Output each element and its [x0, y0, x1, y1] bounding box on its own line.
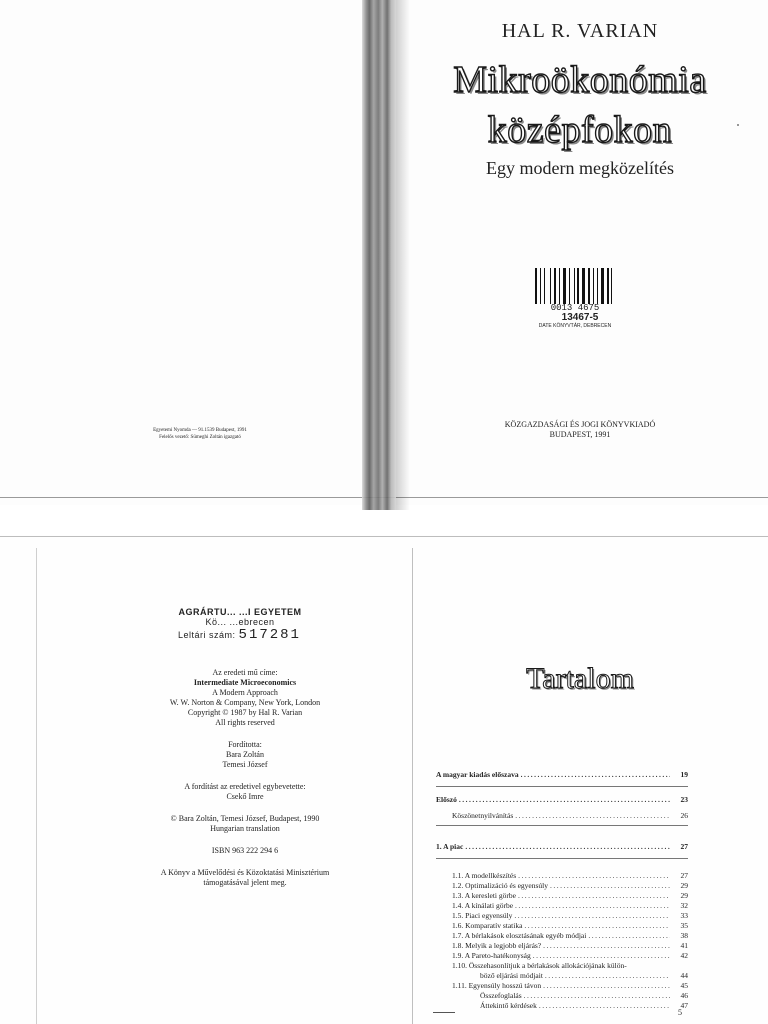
toc-entry-label: 1.11. Egyensúly hosszú távon: [452, 981, 542, 990]
hungarian-copyright: © Bara Zoltán, Temesi József, Budapest, 1990: [170, 814, 320, 823]
toc-entry-page: 46: [680, 991, 688, 1000]
barcode-bar: [567, 268, 568, 304]
toc-entry-page: 27: [680, 871, 688, 880]
original-title-label: Az eredeti mű címe:: [212, 668, 278, 677]
toc-entry: [436, 961, 688, 971]
barcode-bar: [607, 268, 609, 304]
barcode-bar: [563, 268, 566, 304]
toc-entry-page: 32: [680, 901, 688, 910]
toc-entry-label: 1.10. Összehasonlítjuk a bérlakások allokációjának külön-: [452, 961, 627, 970]
printer-line1: Egyetemi Nyomda — 91.1539 Budapest, 1991: [153, 428, 247, 433]
barcode-bar: [561, 268, 563, 304]
support-block: [110, 868, 380, 888]
toc-leader-dots: [514, 911, 670, 921]
barcode-bar: [571, 268, 573, 304]
toc-entry: [436, 891, 688, 901]
original-title-block: [110, 668, 380, 728]
toc-entry: [436, 941, 688, 951]
scan-speck: [737, 124, 739, 126]
publisher: [470, 420, 690, 440]
barcode-number: 0013 4675: [550, 303, 600, 313]
barcode-bar: [574, 268, 575, 304]
barcode-bar: [588, 268, 590, 304]
toc-entry-page: 47: [680, 1001, 688, 1010]
stamp-line2: Kö... ...ebrecen: [205, 617, 275, 627]
translator-2: Temesi József: [222, 760, 268, 769]
toc-entry: [436, 1001, 688, 1011]
copyright-line: Copyright © 1987 by Hal R. Varian: [187, 708, 303, 717]
stamp-inventory-number: 517281: [238, 627, 301, 643]
toc-leader-dots: [521, 770, 670, 780]
review-block: [110, 782, 380, 802]
review-label: A fordítást az eredetivel egybevetette:: [184, 782, 306, 791]
toc-entry-label: böző eljárási módjait: [480, 971, 543, 980]
barcode-bar: [601, 268, 604, 304]
toc-leader-dots: [550, 881, 670, 891]
toc-leader-dots: [465, 842, 670, 852]
book-title-line1: Mikroökonómia: [453, 59, 707, 101]
barcode-bar: [580, 268, 581, 304]
barcode-bar: [557, 268, 558, 304]
barcode-bar: [594, 268, 596, 304]
spine-shadow: [396, 0, 410, 510]
toc-entry: [436, 770, 688, 780]
toc-entry-label: 1.1. A modellkészítés: [452, 871, 517, 880]
toc-leader-dots: [524, 921, 670, 931]
toc-entry-label: A magyar kiadás előszava: [436, 770, 519, 779]
toc-entry-label: 1.5. Piaci egyensúly: [452, 911, 513, 920]
rights-line: All rights reserved: [215, 718, 275, 727]
toc-leader-dots: [588, 931, 670, 941]
book-title-line2: középfokon: [487, 109, 673, 151]
toc-entry-page: 27: [680, 842, 688, 851]
barcode-bar: [544, 268, 545, 304]
toc-entry-page: 33: [680, 911, 688, 920]
table-of-contents: [436, 770, 688, 1011]
barcode-bar: [593, 268, 594, 304]
barcode-bar: [591, 268, 592, 304]
barcode-bar: [605, 268, 606, 304]
hungarian-copyright-block: [110, 814, 380, 834]
barcode-icon: [535, 268, 615, 304]
toc-entry: [436, 871, 688, 881]
barcode-bar: [538, 268, 539, 304]
toc-leader-dots: [524, 991, 670, 1001]
toc-leader-dots: [515, 901, 670, 911]
barcode-bar: [535, 268, 537, 304]
toc-entry: [436, 901, 688, 911]
stamp-inventory-label: Leltári szám:: [178, 630, 236, 640]
toc-separator: [436, 786, 688, 787]
toc-entry-page: 29: [680, 891, 688, 900]
isbn: ISBN 963 222 294 6: [211, 846, 279, 855]
original-publisher: W. W. Norton & Company, New York, London: [169, 698, 321, 707]
printer-line2: Felelős vezető: Sümeghi Zoltán igazgató: [159, 435, 241, 440]
barcode-bar: [550, 268, 551, 304]
toc-leader-dots: [543, 981, 670, 991]
toc-entry-page: 29: [680, 881, 688, 890]
printer-info: [110, 427, 290, 441]
toc-leader-dots: [545, 971, 670, 981]
toc-entry: [436, 921, 688, 931]
toc-separator: [436, 825, 688, 826]
toc-heading: Tartalom: [526, 662, 634, 695]
gutter-line: [412, 548, 413, 1024]
toc-entry-label: Előszó: [436, 795, 457, 804]
left-page-border: [36, 548, 37, 1024]
toc-leader-dots: [518, 871, 670, 881]
translators-block: [110, 740, 380, 770]
toc-entry: [436, 931, 688, 941]
toc-entry: [436, 911, 688, 921]
toc-leader-dots: [543, 941, 670, 951]
barcode-bar: [610, 268, 611, 304]
page-edge-bottom: [0, 536, 768, 537]
reviewer: Csekő Imre: [226, 792, 264, 801]
hungarian-translation: Hungarian translation: [210, 824, 280, 833]
barcode-bar: [569, 268, 570, 304]
toc-entry-label: 1.2. Optimalizáció és egyensúly: [452, 881, 549, 890]
toc-entry-page: 19: [680, 770, 688, 779]
library-label: DATE KÖNYVTÁR, DEBRECEN: [538, 323, 612, 329]
book-spine: [362, 0, 396, 510]
toc-entry-page: 45: [680, 981, 688, 990]
barcode-bar: [546, 268, 549, 304]
toc-entry-page: 44: [680, 971, 688, 980]
library-stamp: [160, 607, 320, 649]
barcode-bar: [597, 268, 598, 304]
toc-leader-dots: [515, 811, 670, 821]
stamp-line3: [160, 627, 320, 643]
barcode-bar: [540, 268, 541, 304]
toc-entry: [436, 881, 688, 891]
toc-entry-label: Köszönetnyilvánítás: [452, 811, 514, 820]
barcode-bar: [582, 268, 585, 304]
barcode-bar: [577, 268, 579, 304]
toc-entry: [436, 811, 688, 821]
toc-entry-label: 1.8. Melyik a legjobb eljárás?: [452, 941, 542, 950]
toc-separator: [436, 858, 688, 859]
toc-entry-label: 1.9. A Pareto-hatékonyság: [452, 951, 531, 960]
imprint-block: [110, 668, 380, 888]
toc-entry: [436, 971, 688, 981]
toc-entry: [436, 795, 688, 805]
original-subtitle: A Modern Approach: [212, 688, 278, 697]
toc-entry-label: 1.7. A bérlakások elosztásának egyéb módjai: [452, 931, 587, 940]
toc-entry-page: 26: [680, 811, 688, 820]
barcode-bar: [576, 268, 577, 304]
call-id: 13467-5: [561, 312, 599, 323]
book-subtitle: Egy modern megközelítés: [486, 158, 674, 178]
toc-leader-dots: [539, 1001, 670, 1011]
barcode-bar: [542, 268, 544, 304]
toc-entry-label: 1.3. A keresleti görbe: [452, 891, 516, 900]
support-line2: támogatásával jelent meg.: [203, 878, 287, 887]
toc-leader-dots: [518, 891, 670, 901]
toc-entry: [436, 951, 688, 961]
toc-entry-label: 1.6. Komparatív statika: [452, 921, 523, 930]
toc-spacer: [436, 830, 688, 842]
toc-entry-page: 38: [680, 931, 688, 940]
toc-entry-label: 1. A piac: [436, 842, 464, 851]
toc-entry-label: 1.4. A kínálati görbe: [452, 901, 514, 910]
translated-label: Fordította:: [228, 740, 262, 749]
translator-1: Bara Zoltán: [226, 750, 264, 759]
barcode-bar: [613, 268, 615, 304]
toc-entry: [436, 842, 688, 852]
publisher-city-year: BUDAPEST, 1991: [549, 430, 611, 439]
support-line1: A Könyv a Művelődési és Közoktatási Minisztérium: [160, 868, 330, 877]
toc-entry: [436, 981, 688, 991]
barcode-bar: [586, 268, 587, 304]
toc-leader-dots: [533, 951, 670, 961]
barcode-bar: [559, 268, 560, 304]
original-title: Intermediate Microeconomics: [193, 678, 297, 687]
toc-entry-label: Összefoglalás: [480, 991, 522, 1000]
page-number: 5: [678, 1008, 682, 1017]
toc-entry: [436, 991, 688, 1001]
toc-leader-dots: [459, 795, 670, 805]
barcode-bar: [552, 268, 553, 304]
toc-entry-page: 35: [680, 921, 688, 930]
barcode-bar: [599, 268, 600, 304]
stamp-line1: AGRÁRTU... ...I EGYETEM: [178, 607, 302, 617]
toc-entry-page: 41: [680, 941, 688, 950]
toc-entry-page: 23: [680, 795, 688, 804]
page-corner-mark: [433, 1012, 455, 1013]
author-name: HAL R. VARIAN: [501, 20, 659, 42]
toc-spacer: [436, 863, 688, 871]
toc-entry-page: 42: [680, 951, 688, 960]
toc-entry-label: Áttekintő kérdések: [480, 1001, 537, 1010]
publisher-name: KÖZGAZDASÁGI ÉS JOGI KÖNYVKIADÓ: [504, 420, 656, 429]
barcode-bar: [611, 268, 612, 304]
barcode-bar: [554, 268, 556, 304]
